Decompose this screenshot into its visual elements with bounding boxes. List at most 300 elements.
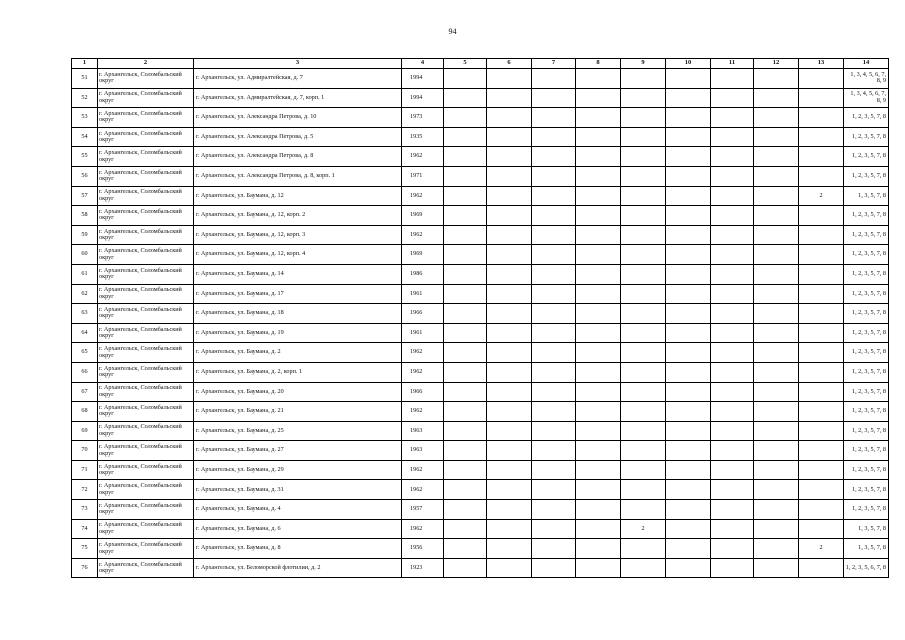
col6-cell [487,304,532,324]
col6-cell [487,421,532,441]
table-row [72,362,889,382]
col6-cell [487,323,532,343]
col5-cell [444,460,487,480]
col7-cell [532,186,576,206]
district-cell: г. Архангельск, Соломбальский округ [98,166,194,186]
col13-cell: 2 [799,539,844,559]
address-cell: г. Архангельск, ул. Баумана, д. 29 [194,460,402,480]
col8-cell [576,441,621,461]
year-cell: 1961 [402,284,444,304]
address-cell: г. Архангельск, ул. Баумана, д. 27 [194,441,402,461]
table-row [72,127,889,147]
col8-cell [576,421,621,441]
col5-cell [444,245,487,265]
year-cell: 1962 [402,480,444,500]
address-cell: г. Архангельск, ул. Баумана, д. 12, корп. 4 [194,245,402,265]
col12-cell [754,480,799,500]
col10-cell [666,480,711,500]
year-cell: 1962 [402,402,444,422]
col11-cell [711,264,754,284]
col7-cell [532,441,576,461]
col7-cell [532,480,576,500]
column-header-2: 2 [98,59,194,69]
table-row [72,166,889,186]
col11-cell [711,480,754,500]
col13-cell [799,402,844,422]
district-cell: г. Архангельск, Соломбальский округ [98,186,194,206]
year-cell: 1962 [402,362,444,382]
address-cell: г. Архангельск, ул. Баумана, д. 20 [194,382,402,402]
col9-cell [621,245,666,265]
col5-cell [444,69,487,89]
row-number: 69 [72,421,98,441]
col9-cell [621,539,666,559]
codes-cell: 1, 3, 5, 7, 8 [844,519,889,539]
col8-cell [576,382,621,402]
codes-cell: 1, 2, 3, 5, 7, 8 [844,421,889,441]
col7-cell [532,264,576,284]
col5-cell [444,147,487,167]
table-row [72,500,889,520]
year-cell: 1994 [402,69,444,89]
year-cell: 1962 [402,343,444,363]
col11-cell [711,539,754,559]
col6-cell [487,264,532,284]
year-cell: 1962 [402,186,444,206]
col10-cell [666,539,711,559]
col9-cell [621,343,666,363]
col5-cell [444,166,487,186]
col11-cell [711,460,754,480]
col10-cell [666,323,711,343]
district-cell: г. Архангельск, Соломбальский округ [98,441,194,461]
col8-cell [576,264,621,284]
col11-cell [711,304,754,324]
year-cell: 1962 [402,147,444,167]
col12-cell [754,519,799,539]
col7-cell [532,343,576,363]
col13-cell [799,558,844,578]
col8-cell [576,147,621,167]
col12-cell [754,558,799,578]
col9-cell [621,284,666,304]
year-cell: 1962 [402,225,444,245]
address-cell: г. Архангельск, ул. Баумана, д. 19 [194,323,402,343]
col11-cell [711,147,754,167]
col13-cell [799,460,844,480]
address-cell: г. Архангельск, ул. Баумана, д. 6 [194,519,402,539]
table-row [72,421,889,441]
codes-cell: 1, 2, 3, 5, 6, 7, 8 [844,558,889,578]
year-cell: 1969 [402,245,444,265]
col9-cell [621,186,666,206]
col8-cell [576,362,621,382]
row-number: 53 [72,108,98,128]
col13-cell [799,69,844,89]
codes-cell: 1, 2, 3, 5, 7, 8 [844,264,889,284]
col6-cell [487,402,532,422]
col6-cell [487,480,532,500]
col9-cell [621,166,666,186]
year-cell: 1969 [402,206,444,226]
district-cell: г. Архангельск, Соломбальский округ [98,88,194,108]
row-number: 62 [72,284,98,304]
col6-cell [487,441,532,461]
col7-cell [532,558,576,578]
col12-cell [754,186,799,206]
col13-cell [799,284,844,304]
column-header-3: 3 [194,59,402,69]
col12-cell [754,147,799,167]
housing-table [71,58,889,578]
address-cell: г. Архангельск, ул. Баумана, д. 8 [194,539,402,559]
row-number: 75 [72,539,98,559]
address-cell: г. Архангельск, ул. Адмиралтейская, д. 7, корп. 1 [194,88,402,108]
district-cell: г. Архангельск, Соломбальский округ [98,382,194,402]
col11-cell [711,500,754,520]
col7-cell [532,225,576,245]
address-cell: г. Архангельск, ул. Баумана, д. 17 [194,284,402,304]
district-cell: г. Архангельск, Соломбальский округ [98,539,194,559]
codes-cell: 1, 2, 3, 5, 7, 8 [844,362,889,382]
col6-cell [487,108,532,128]
col13-cell [799,441,844,461]
col10-cell [666,558,711,578]
col10-cell [666,166,711,186]
table-row [72,206,889,226]
col8-cell [576,402,621,422]
row-number: 73 [72,500,98,520]
col6-cell [487,147,532,167]
table-row [72,441,889,461]
col9-cell [621,206,666,226]
col9-cell [621,421,666,441]
col11-cell [711,441,754,461]
table-row [72,558,889,578]
col12-cell [754,88,799,108]
district-cell: г. Архангельск, Соломбальский округ [98,304,194,324]
address-cell: г. Архангельск, ул. Баумана, д. 31 [194,480,402,500]
col5-cell [444,186,487,206]
col7-cell [532,147,576,167]
col11-cell [711,421,754,441]
col12-cell [754,225,799,245]
district-cell: г. Архангельск, Соломбальский округ [98,225,194,245]
col6-cell [487,88,532,108]
col12-cell [754,362,799,382]
codes-cell: 1, 2, 3, 5, 7, 8 [844,147,889,167]
col12-cell [754,402,799,422]
address-cell: г. Архангельск, ул. Баумана, д. 2 [194,343,402,363]
col10-cell [666,147,711,167]
col9-cell [621,264,666,284]
col6-cell [487,206,532,226]
col11-cell [711,108,754,128]
col7-cell [532,245,576,265]
col5-cell [444,500,487,520]
column-header-4: 4 [402,59,444,69]
col6-cell [487,558,532,578]
col8-cell [576,558,621,578]
col6-cell [487,539,532,559]
row-number: 60 [72,245,98,265]
district-cell: г. Архангельск, Соломбальский округ [98,127,194,147]
col8-cell [576,206,621,226]
table-row [72,343,889,363]
table-row [72,245,889,265]
table-row [72,402,889,422]
year-cell: 1963 [402,421,444,441]
col7-cell [532,304,576,324]
col10-cell [666,186,711,206]
col13-cell [799,225,844,245]
year-cell: 1923 [402,558,444,578]
col5-cell [444,323,487,343]
col6-cell [487,519,532,539]
col8-cell [576,343,621,363]
col5-cell [444,480,487,500]
col8-cell [576,108,621,128]
row-number: 52 [72,88,98,108]
col9-cell [621,69,666,89]
codes-cell: 1, 2, 3, 5, 7, 8 [844,225,889,245]
col9-cell [621,323,666,343]
district-cell: г. Архангельск, Соломбальский округ [98,206,194,226]
col7-cell [532,539,576,559]
col9-cell [621,127,666,147]
row-number: 57 [72,186,98,206]
col12-cell [754,343,799,363]
col7-cell [532,382,576,402]
row-number: 54 [72,127,98,147]
codes-cell: 1, 2, 3, 5, 7, 8 [844,304,889,324]
col10-cell [666,441,711,461]
district-cell: г. Архангельск, Соломбальский округ [98,343,194,363]
table-row [72,519,889,539]
col12-cell [754,264,799,284]
col10-cell [666,343,711,363]
year-cell: 1935 [402,127,444,147]
col8-cell [576,500,621,520]
col11-cell [711,69,754,89]
codes-cell: 1, 2, 3, 5, 7, 8 [844,206,889,226]
col6-cell [487,284,532,304]
column-header-7: 7 [532,59,576,69]
district-cell: г. Архангельск, Соломбальский округ [98,402,194,422]
col10-cell [666,382,711,402]
col13-cell: 2 [799,186,844,206]
year-cell: 1966 [402,382,444,402]
table-body [72,69,889,578]
row-number: 71 [72,460,98,480]
col13-cell [799,500,844,520]
table-row [72,225,889,245]
col5-cell [444,362,487,382]
district-cell: г. Архангельск, Соломбальский округ [98,284,194,304]
col5-cell [444,88,487,108]
row-number: 68 [72,402,98,422]
col13-cell [799,264,844,284]
row-number: 65 [72,343,98,363]
col6-cell [487,343,532,363]
col11-cell [711,225,754,245]
col6-cell [487,127,532,147]
district-cell: г. Архангельск, Соломбальский округ [98,323,194,343]
col8-cell [576,225,621,245]
column-header-6: 6 [487,59,532,69]
row-number: 66 [72,362,98,382]
col11-cell [711,186,754,206]
table-row [72,147,889,167]
col9-cell [621,225,666,245]
col12-cell [754,304,799,324]
col12-cell [754,460,799,480]
col5-cell [444,539,487,559]
col5-cell [444,382,487,402]
address-cell: г. Архангельск, ул. Баумана, д. 18 [194,304,402,324]
table-row [72,108,889,128]
row-number: 58 [72,206,98,226]
col8-cell [576,480,621,500]
year-cell: 1994 [402,88,444,108]
district-cell: г. Архангельск, Соломбальский округ [98,108,194,128]
col8-cell [576,519,621,539]
col12-cell [754,539,799,559]
address-cell: г. Архангельск, ул. Баумана, д. 14 [194,264,402,284]
year-cell: 1966 [402,304,444,324]
year-cell: 1971 [402,166,444,186]
col7-cell [532,108,576,128]
table-row [72,460,889,480]
col13-cell [799,323,844,343]
codes-cell: 1, 3, 4, 5, 6, 7, 8, 9 [844,88,889,108]
address-cell: г. Архангельск, ул. Александра Петрова, д. 8, корп. 1 [194,166,402,186]
col8-cell [576,245,621,265]
address-cell: г. Архангельск, ул. Баумана, д. 25 [194,421,402,441]
col8-cell [576,284,621,304]
column-header-11: 11 [711,59,754,69]
col10-cell [666,500,711,520]
table-row [72,539,889,559]
col13-cell [799,362,844,382]
row-number: 59 [72,225,98,245]
codes-cell: 1, 2, 3, 5, 7, 8 [844,323,889,343]
col8-cell [576,186,621,206]
column-header-10: 10 [666,59,711,69]
col12-cell [754,421,799,441]
year-cell: 1973 [402,108,444,128]
col9-cell [621,304,666,324]
col13-cell [799,421,844,441]
col12-cell [754,441,799,461]
address-cell: г. Архангельск, ул. Беломорской флотилии, д. 2 [194,558,402,578]
codes-cell: 1, 2, 3, 5, 7, 8 [844,480,889,500]
col5-cell [444,284,487,304]
col10-cell [666,519,711,539]
col6-cell [487,245,532,265]
col11-cell [711,166,754,186]
col13-cell [799,519,844,539]
address-cell: г. Архангельск, ул. Адмиралтейская, д. 7 [194,69,402,89]
district-cell: г. Архангельск, Соломбальский округ [98,519,194,539]
col11-cell [711,382,754,402]
col9-cell: 2 [621,519,666,539]
col13-cell [799,245,844,265]
codes-cell: 1, 2, 3, 5, 7, 8 [844,343,889,363]
codes-cell: 1, 2, 3, 5, 7, 8 [844,382,889,402]
col11-cell [711,284,754,304]
col7-cell [532,500,576,520]
column-header-8: 8 [576,59,621,69]
col9-cell [621,558,666,578]
year-cell: 1962 [402,460,444,480]
codes-cell: 1, 2, 3, 5, 7, 8 [844,166,889,186]
column-header-12: 12 [754,59,799,69]
district-cell: г. Архангельск, Соломбальский округ [98,362,194,382]
col7-cell [532,127,576,147]
codes-cell: 1, 2, 3, 5, 7, 8 [844,108,889,128]
district-cell: г. Архангельск, Соломбальский округ [98,480,194,500]
row-number: 55 [72,147,98,167]
col8-cell [576,69,621,89]
col7-cell [532,323,576,343]
col6-cell [487,166,532,186]
col11-cell [711,402,754,422]
col7-cell [532,284,576,304]
col10-cell [666,245,711,265]
col10-cell [666,206,711,226]
column-header-9: 9 [621,59,666,69]
col11-cell [711,343,754,363]
col6-cell [487,382,532,402]
district-cell: г. Архангельск, Соломбальский округ [98,245,194,265]
table-row [72,382,889,402]
col12-cell [754,323,799,343]
col9-cell [621,460,666,480]
col10-cell [666,108,711,128]
col8-cell [576,304,621,324]
col9-cell [621,108,666,128]
col10-cell [666,225,711,245]
col5-cell [444,402,487,422]
col9-cell [621,441,666,461]
header-row [72,59,889,69]
col12-cell [754,382,799,402]
col13-cell [799,206,844,226]
col6-cell [487,69,532,89]
col9-cell [621,382,666,402]
col7-cell [532,166,576,186]
col11-cell [711,88,754,108]
column-header-5: 5 [444,59,487,69]
col9-cell [621,402,666,422]
district-cell: г. Архангельск, Соломбальский округ [98,500,194,520]
codes-cell: 1, 3, 4, 5, 6, 7, 8, 9 [844,69,889,89]
codes-cell: 1, 2, 3, 5, 7, 8 [844,460,889,480]
year-cell: 1962 [402,519,444,539]
col13-cell [799,166,844,186]
col6-cell [487,225,532,245]
row-number: 63 [72,304,98,324]
col6-cell [487,460,532,480]
district-cell: г. Архангельск, Соломбальский округ [98,147,194,167]
table-row [72,284,889,304]
col11-cell [711,245,754,265]
col7-cell [532,421,576,441]
year-cell: 1963 [402,441,444,461]
col5-cell [444,558,487,578]
col12-cell [754,166,799,186]
